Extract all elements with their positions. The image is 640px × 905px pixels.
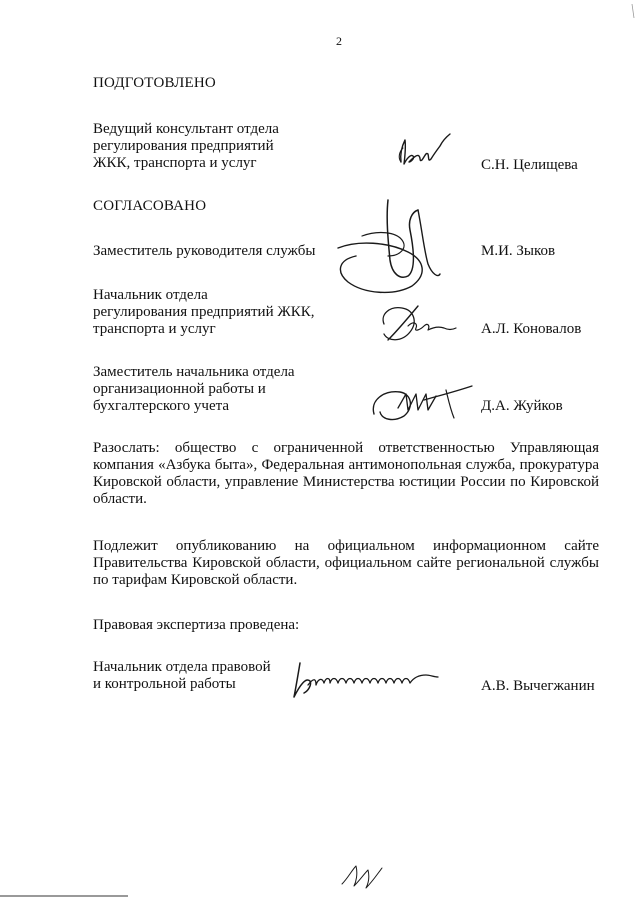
signature-konovalov	[378, 300, 458, 348]
prepared-position-line-2: регулирования предприятий	[93, 138, 274, 154]
zhuykov-position-line-3: бухгалтерского учета	[93, 398, 230, 414]
signature-vychegzhanin	[288, 655, 440, 703]
prepared-signer-name: С.Н. Целищева	[481, 157, 578, 173]
zhuykov-name: Д.А. Жуйков	[481, 398, 563, 414]
signature-zykov	[328, 190, 468, 302]
legal-review-note: Правовая экспертиза проведена:	[93, 617, 300, 633]
signature-tselishcheva	[395, 132, 459, 172]
distribution-paragraph: Разослать: общество с ограниченной ответственностью Управляющая компания «Азбука быта», Федеральная антимонопольная служба, прокуратура Кировской области, управление Министерства юстиции России по Кировской области.	[93, 440, 599, 507]
signature-zhuykov	[368, 378, 478, 426]
legal-position-line-1: Начальник отдела правовой	[93, 659, 271, 675]
publication-paragraph: Подлежит опубликованию на официальном информационном сайте Правительства Кировской области, официальном сайте региональной службы по тарифам Кировской области.	[93, 538, 599, 588]
bottom-edge-line	[0, 893, 130, 899]
konovalov-position-line-2: регулирования предприятий ЖКК,	[93, 304, 315, 320]
approved-heading: СОГЛАСОВАНО	[93, 198, 207, 214]
konovalov-position-line-3: транспорта и услуг	[93, 321, 216, 337]
initials-mark	[338, 860, 390, 890]
deputy-head-name: М.И. Зыков	[481, 243, 556, 259]
legal-signer-name: А.В. Вычегжанин	[481, 678, 595, 694]
prepared-position-line-3: ЖКК, транспорта и услуг	[93, 155, 257, 171]
konovalov-name: А.Л. Коновалов	[481, 321, 582, 337]
zhuykov-position-line-2: организационной работы и	[93, 381, 266, 397]
page-number: 2	[336, 34, 342, 48]
zhuykov-position-line-1: Заместитель начальника отдела	[93, 364, 295, 380]
legal-position-line-2: и контрольной работы	[93, 676, 236, 692]
prepared-heading: ПОДГОТОВЛЕНО	[93, 75, 216, 91]
konovalov-position-line-1: Начальник отдела	[93, 287, 208, 303]
prepared-position-line-1: Ведущий консультант отдела	[93, 121, 279, 137]
top-right-scan-mark	[620, 0, 640, 60]
deputy-head-position: Заместитель руководителя службы	[93, 243, 316, 259]
